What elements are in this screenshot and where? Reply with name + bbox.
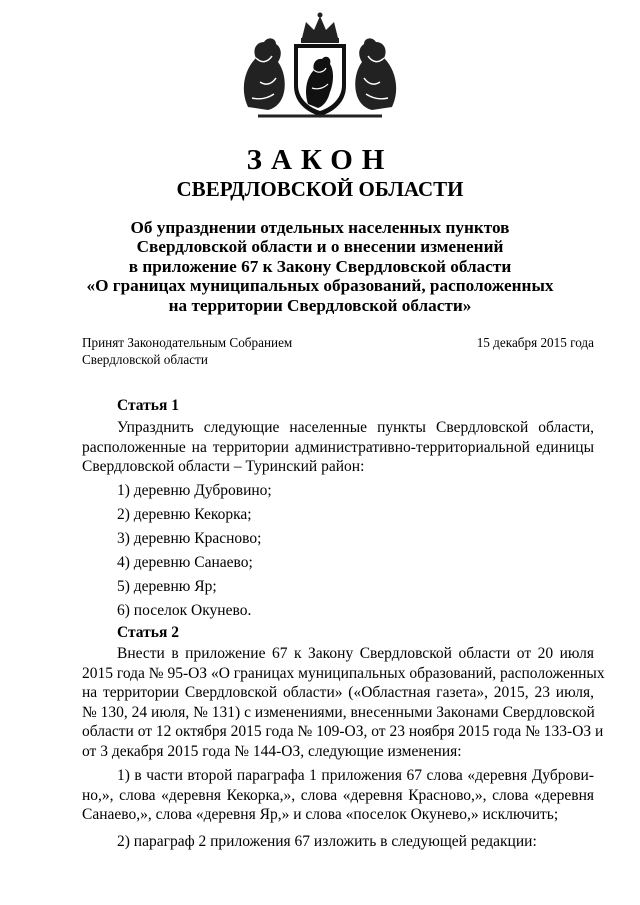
list-item: 5) деревню Яр; (117, 578, 217, 595)
paragraph-line: но,», слова «деревня Кекорка,», слова «деревня Красново,», слова «деревня (82, 786, 594, 804)
list-item: 3) деревню Красново; (117, 530, 262, 547)
article-1-heading: Статья 1 (117, 397, 179, 414)
paragraph-line: 2015 года № 95-ОЗ «О границах муниципальных образований, расположенных (82, 664, 605, 682)
paragraph-line: на территории Свердловской области» («Областная газета», 2015, 23 июля, (82, 684, 594, 702)
law-title-line: в приложение 67 к Закону Свердловской области (128, 256, 512, 276)
paragraph-line: области от 12 октября 2015 года № 109-ОЗ, от 23 ноября 2015 года № 133-ОЗ и (82, 723, 604, 741)
paragraph-line: расположенные на территории административно-территориальной единицы (82, 438, 594, 456)
paragraph-line: Внести в приложение 67 к Закону Свердловской области от 20 июля (117, 645, 594, 662)
law-title-line: Свердловской области и о внесении изменений (136, 237, 504, 257)
paragraph-line: № 130, 24 июля, № 131) с изменениями, внесенными Законами Свердловской (82, 703, 595, 721)
adoption-date: 15 декабря 2015 года (476, 335, 594, 350)
list-item: 4) деревню Санаево; (117, 554, 253, 571)
list-item: 2) деревню Кекорка; (117, 506, 252, 523)
paragraph-line: Свердловской области – Туринский район: (82, 458, 365, 476)
paragraph-line: 1) в части второй параграфа 1 приложения 67 слова «деревня Дуброви- (117, 767, 594, 784)
law-title (60, 218, 580, 315)
adoption-authority-line: Свердловской области (82, 352, 208, 367)
law-title-line: «О границах муниципальных образований, расположенных (86, 276, 554, 296)
adoption-authority (82, 334, 292, 368)
paragraph-line: Санаево,», слова «деревня Яр,» и слова «поселок Окунево,» исключить; (82, 806, 559, 824)
list-item: 1) деревню Дубровино; (117, 482, 272, 499)
law-title-line: на территории Свердловской области» (168, 295, 472, 315)
list-item: 6) поселок Окунево. (117, 602, 252, 619)
document-type-title: ЗАКОН (246, 144, 394, 176)
article-2-heading: Статья 2 (117, 624, 179, 641)
paragraph-line: от 3 декабря 2015 года № 144-ОЗ, следующие изменения: (82, 742, 462, 760)
article-1-intro (82, 418, 594, 477)
issuing-region-title: СВЕРДЛОВСКОЙ ОБЛАСТИ (176, 177, 464, 201)
article-2-point-2: 2) параграф 2 приложения 67 изложить в следующей редакции: (117, 833, 537, 850)
law-title-line: Об упразднении отдельных населенных пунктов (130, 218, 510, 237)
adoption-authority-line: Принят Законодательным Собранием (82, 335, 293, 350)
paragraph-line: Упразднить следующие населенные пункты Свердловской области, (117, 419, 594, 436)
coat-of-arms-icon (238, 12, 402, 122)
article-2-intro (82, 644, 605, 762)
article-2-point-1 (82, 766, 594, 825)
